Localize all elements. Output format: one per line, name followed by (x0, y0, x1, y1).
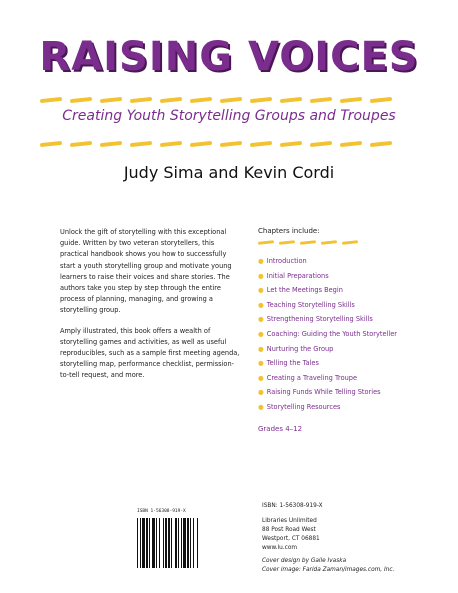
bullet-icon: ● (258, 286, 264, 295)
chapter-item: ● Introduction (258, 257, 307, 265)
description-paragraph: Unlock the gift of storytelling with this exceptional guide. Written by two veteran storytellers, this practical handbook shows you how to successfully start a youth storytelling group and motivate young learners to raise their voices and share stories. The authors take you step by step through the entire process of planning, managing, and growing a storytelling group. (60, 228, 232, 315)
bullet-icon: ● (258, 373, 264, 382)
chapter-item: ● Coaching: Guiding the Youth Storyteller (258, 329, 397, 338)
isbn-text: ISBN: 1-56308-919-X (262, 503, 323, 509)
publisher-info (262, 502, 442, 575)
bullet-icon: ● (258, 388, 264, 397)
publisher-name: Libraries Unlimited (262, 518, 317, 524)
image-credit: Cover image: Farida Zaman/images.com, Inc. (262, 567, 395, 573)
barcode-bars (137, 516, 233, 568)
chapter-item: ● Nurturing the Group (258, 344, 334, 353)
publisher-web: www.lu.com (262, 545, 298, 551)
bullet-icon: ● (258, 300, 264, 309)
subtitle-dash-divider (40, 142, 392, 146)
bullet-icon: ● (258, 344, 264, 353)
bullet-icon: ● (258, 402, 264, 411)
chapter-item: ● Initial Preparations (258, 271, 329, 280)
chapter-item: ● Let the Meetings Begin (258, 286, 343, 295)
barcode (137, 509, 233, 576)
chapters-panel (258, 227, 418, 433)
bullet-icon: ● (258, 329, 264, 338)
publisher-street: 88 Post Road West (262, 527, 316, 533)
bullet-icon: ● (258, 257, 264, 265)
chapter-item: ● Storytelling Resources (258, 402, 341, 411)
book-description (60, 227, 240, 391)
publisher-city: Westport, CT 06881 (262, 536, 320, 542)
design-credit: Cover design by Gaile Ivaska (262, 558, 347, 564)
chapter-list (258, 254, 418, 415)
chapter-item: ● Strengthening Storytelling Skills (258, 315, 373, 324)
grades-label: Grades 4–12 (258, 424, 303, 433)
barcode-bar (198, 518, 199, 568)
bullet-icon: ● (258, 271, 264, 280)
bullet-icon: ● (258, 359, 264, 368)
chapters-heading: Chapters include: (258, 227, 320, 235)
chapter-item: ● Raising Funds While Telling Stories (258, 388, 381, 397)
chapters-dash-divider (258, 241, 418, 244)
barcode-isbn: ISBN 1-56308-919-X (137, 509, 186, 514)
book-title: RAISING VOICES (39, 34, 419, 80)
chapter-item: ● Teaching Storytelling Skills (258, 300, 355, 309)
chapter-item: ● Creating a Traveling Troupe (258, 373, 358, 382)
book-authors: Judy Sima and Kevin Cordi (123, 163, 335, 182)
title-dash-divider (40, 98, 392, 102)
bullet-icon: ● (258, 315, 264, 324)
description-paragraph: Amply illustrated, this book offers a wealth of storytelling games and activities, as well as useful reproducibles, such as a sample first meeting agenda, storytelling map, performance checklist, permission-to-tell request, and more. (60, 326, 240, 380)
book-subtitle: Creating Youth Storytelling Groups and Troupes (62, 108, 396, 124)
chapter-item: ● Telling the Tales (258, 359, 319, 368)
